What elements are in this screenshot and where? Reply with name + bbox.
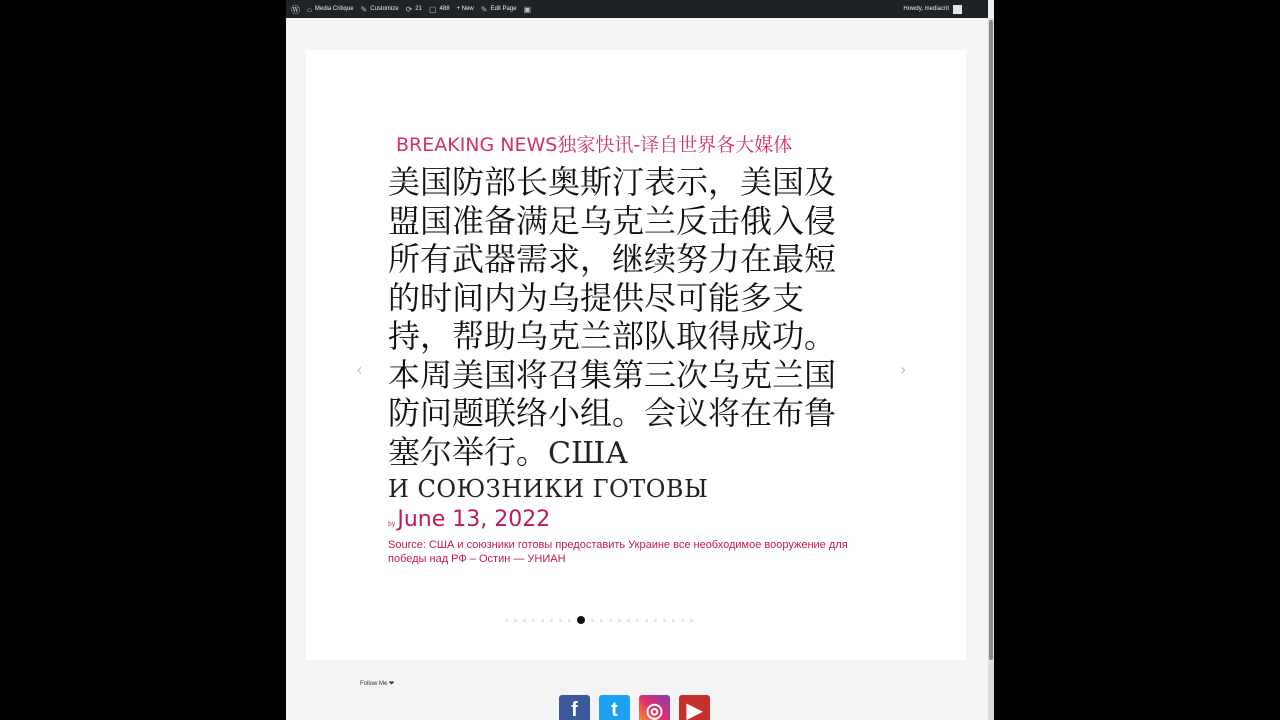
slider-dot[interactable] <box>514 619 517 622</box>
slider-dots <box>505 616 693 624</box>
comment-icon: ▢ <box>428 4 437 14</box>
slider-dot[interactable] <box>654 619 657 622</box>
post-headline[interactable] <box>388 163 860 505</box>
post-source[interactable]: Source: США и союзники готовы предоставить Украине все необходимое вооружение для победы над РФ – Остин — УНИАН <box>388 539 848 565</box>
slider-dot[interactable] <box>645 619 648 622</box>
slider-dot[interactable] <box>559 619 562 622</box>
slider-dot[interactable] <box>663 619 666 622</box>
headline-russian-1: США <box>548 435 628 471</box>
pencil-icon: ✎ <box>360 4 368 14</box>
post-date[interactable]: June 13, 2022 <box>397 507 551 532</box>
wp-admin-bar <box>286 0 988 18</box>
slider-dot[interactable] <box>636 619 639 622</box>
browser-viewport <box>286 0 994 720</box>
slider-dot[interactable] <box>681 619 684 622</box>
slider-dot[interactable] <box>690 619 693 622</box>
youtube-icon[interactable]: ▶ <box>679 695 710 720</box>
updates-icon: ⟳ <box>405 4 413 14</box>
slide <box>388 130 868 566</box>
slider-dot[interactable] <box>618 619 621 622</box>
slider-dot[interactable] <box>609 619 612 622</box>
slider-dot[interactable] <box>627 619 630 622</box>
twitter-icon[interactable]: t <box>599 695 630 720</box>
slider-next-arrow-icon[interactable]: › <box>900 360 907 379</box>
admin-bar-updates[interactable]: ⟳ 21 <box>405 4 422 14</box>
social-icons <box>559 695 710 720</box>
slider-dot[interactable] <box>523 619 526 622</box>
headline-chinese: 美国防部长奥斯汀表示，美国及盟国准备满足乌克兰反击俄入侵所有武器需求，继续努力在最短的时间内为乌提供尽可能多支持，帮助乌克兰部队取得成功。本周美国将召集第三次乌克兰国防问题联络小组。会议将在布鲁塞尔举行。 <box>388 163 837 471</box>
slider-dot[interactable] <box>550 619 553 622</box>
slider-dot[interactable] <box>541 619 544 622</box>
instagram-icon[interactable]: ◎ <box>639 695 670 720</box>
page <box>286 18 988 720</box>
admin-bar-comments[interactable]: ▢ 488 <box>428 4 450 14</box>
headline-russian-2: И СОЮЗНИКИ ГОТОВЫ <box>388 475 709 503</box>
plugin-icon: ▣ <box>523 4 532 14</box>
facebook-icon[interactable]: f <box>559 695 590 720</box>
slider-dot[interactable] <box>600 619 603 622</box>
avatar <box>953 5 962 14</box>
date-prefix: by <box>388 521 396 528</box>
slider-dot[interactable] <box>505 619 508 622</box>
admin-bar-edit-page[interactable]: ✎ Edit Page <box>480 4 517 14</box>
breaking-news-kicker[interactable]: BREAKING NEWS独家快讯-译自世界各大媒体 <box>396 134 793 156</box>
slider-prev-arrow-icon[interactable]: ‹ <box>356 360 363 379</box>
slider-dot[interactable] <box>672 619 675 622</box>
admin-bar-new[interactable]: + New <box>456 6 474 12</box>
wordpress-logo-icon[interactable]: Ⓦ <box>291 4 301 15</box>
post-dateline <box>388 507 868 532</box>
slider-dot-active[interactable] <box>577 616 585 624</box>
slider-dot[interactable] <box>591 619 594 622</box>
scrollbar-thumb[interactable] <box>989 20 993 660</box>
admin-bar-account[interactable]: Howdy, mediacrit <box>903 5 962 14</box>
page-scrollbar[interactable] <box>988 18 994 720</box>
admin-bar-plugin-icon[interactable] <box>523 5 534 14</box>
slider-dot[interactable] <box>568 619 571 622</box>
slider-dot[interactable] <box>532 619 535 622</box>
follow-me-label: Follow Me ❤ <box>360 681 395 687</box>
home-icon: ⌂ <box>307 4 312 14</box>
edit-icon: ✎ <box>480 4 488 14</box>
admin-bar-site-name[interactable]: ⌂ Media Critique <box>307 4 354 14</box>
admin-bar-customize[interactable]: ✎ Customize <box>360 4 399 14</box>
